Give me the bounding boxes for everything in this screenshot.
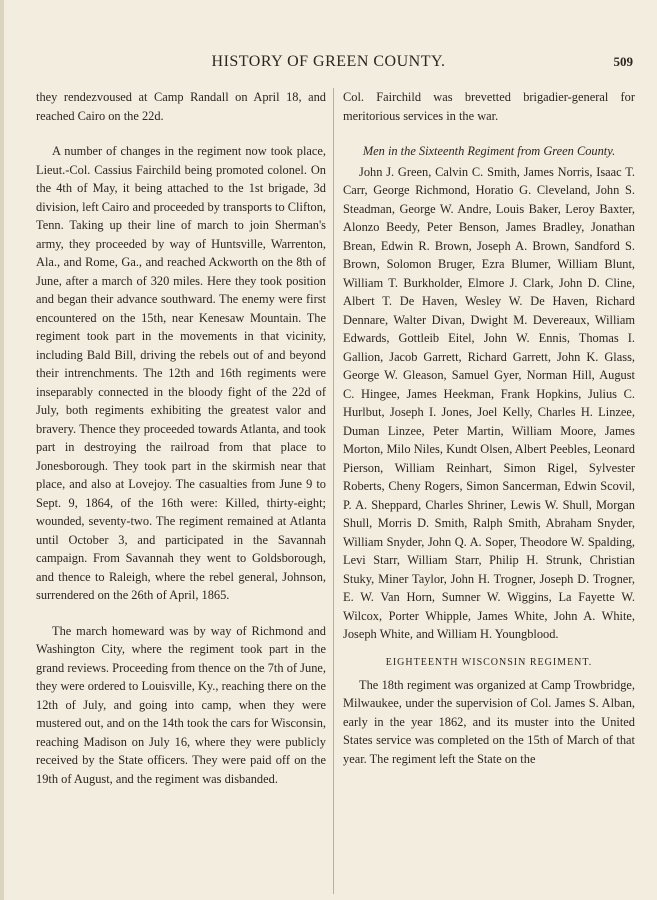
paragraph: The 18th regiment was organized at Camp Trowbridge, Milwaukee, under the supervision of Col. James S. Alban, early in the year 1862, and its muster into the United States service was completed on the 15th of March of that year. The regiment left the State on the: [343, 677, 635, 766]
paragraph: A number of changes in the regiment now took place, Lieut.-Col. Cassius Fairchild being promoted colonel. On the 4th of May, it being attached to the 1st brigade, 3d division, left Cairo and proceeded by transports to Clifton, Tenn. Taking up their line of march to join Sherman's army, they proceeded by way of Huntsville, Warrenton, Ala., and Rome, Ga., and reached Ackworth on the 8th of June, after a march of 320 miles. Here they took position and began their advance southward. The enemy were first encountered on the 15th, near Kenesaw Mountain. The regiment took part in the movements in that vicinity, including Bald Bill, driving the rebels out of and beyond their intrenchments. The 12th and 16th regiments were inseparably connected in the bloody fight of the 22d of July, both regiments exhibiting the greatest valor and bravery. Thence they proceeded towards Atlanta, and took part in destroying the railroad from that place to Jonesborough. They took part in the skirmish near that place, and also at Lovejoy. The casualties from June 9 to Sept. 9, 1864, of the 16th were: Killed, thirty-eight; wounded, seventy-two. The regiment remained at Atlanta until October 3, and participated in the Savannah campaign. From Savannah they went to Goldsborough, and thence to Raleigh, where the rebel general, Johnson, surrendered on the 26th of April, 1865.: [36, 144, 326, 602]
page-edge: [0, 0, 4, 900]
section-heading-regiment: EIGHTEENTH WISCONSIN REGIMENT.: [385, 656, 593, 668]
right-column: [343, 88, 635, 785]
left-column: [36, 88, 326, 805]
names-list: John J. Green, Calvin C. Smith, James Norris, Isaac T. Carr, George Richmond, Horatio G. Cleveland, John S. Steadman, George W. Andre, Louis Baker, Leroy Baxter, Alonzo Beedy, Peter Benson, James Bradley, Jonathan Brean, Edwin R. Brown, Joseph A. Brown, Sandford S. Brown, Solomon Bruger, Ezra Blumer, William Blunt, William T. Burkholder, Elmore J. Clark, John D. Cline, Albert T. De Haven, Wesley W. De Haven, Richard Dennare, Walter Divan, Dwight M. Devereaux, William Edwards, Gottleib Eitel, John W. Ennis, Thomas I. Gallion, Jacob Garrett, Richard Garrett, John K. Glass, George W. Gleason, Samuel Gyer, Norman Hill, August C. Hingee, James Heekman, Frank Hopkins, Julius C. Hurlbut, Joseph I. Jones, Joel Kelly, Charles H. Linzee, Duman Linzee, Peter Martin, William Moore, James Morton, Milo Niles, Kundt Olsen, Albert Peebles, Leonard Pierson, William Reinhart, Simon Rigel, Sylvester Roberts, Cheny Rogers, Simon Sancerman, Edwin Scovil, P. A. Sheppard, Charles Shriner, Lewis W. Shull, Morgan Shull, Morris D. Smith, Ralph Smith, Abraham Snyder, William Snyder, John Q. A. Soper, Theodore W. Spalding, Levi Starr, William Starr, Philip H. Strunk, Christian Stuky, Miner Taylor, John H. Trogner, Joseph D. Trogner, E. W. Van Horn, Sumner W. Wiggins, La Fayette W. Wilcox, Porter Whipple, James White, John A. White, Joseph White, and William H. Youngblood.: [343, 164, 635, 641]
page-header: [0, 52, 657, 72]
paragraph: Col. Fairchild was brevetted brigadier-general for meritorious services in the war.: [343, 90, 635, 123]
paragraph: they rendezvoused at Camp Randall on April 18, and reached Cairo on the 22d.: [36, 90, 326, 123]
page-number: 509: [613, 54, 633, 69]
section-heading-men: Men in the Sixteenth Regiment from Green County.: [362, 144, 616, 158]
column-divider: [333, 88, 334, 894]
paragraph: The march homeward was by way of Richmond and Washington City, where the regiment took part in the grand reviews. Proceeding from thence on the 7th of June, they were ordered to Louisville, Ky., reaching there on the 12th of July, and going into camp, when they were mustered out, and on the 14th took the cars for Wisconsin, reaching Madison on July 16, where they were publicly received by the State officers. They were paid off on the 19th of August, and the regiment was disbanded.: [36, 623, 326, 786]
running-title: HISTORY OF GREEN COUNTY.: [211, 53, 446, 70]
